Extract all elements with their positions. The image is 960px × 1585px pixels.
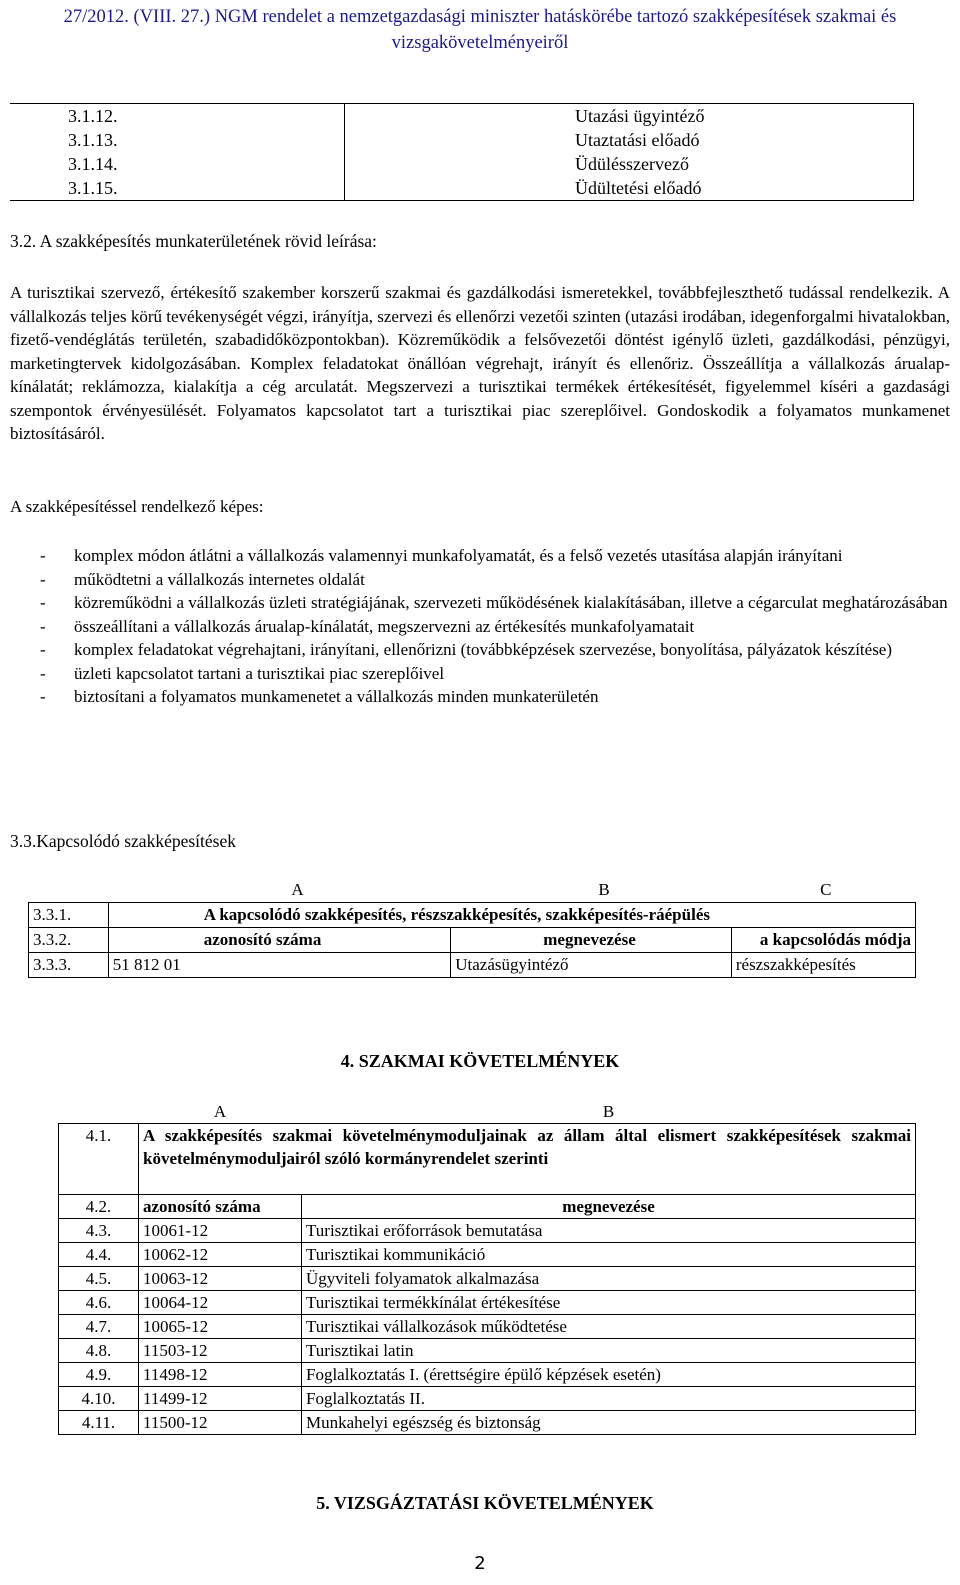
table-row <box>10 104 914 129</box>
table-row <box>29 953 916 978</box>
col-a-header: A <box>108 878 450 903</box>
section-3-2-heading: 3.2. A szakképesítés munkaterületének rövid leírása: <box>10 231 377 251</box>
row-name: Üdültetési előadó <box>345 176 914 201</box>
col-a-header: A <box>139 1100 302 1124</box>
table-row: 4.5. 10063-12 Ügyviteli folyamatok alkalmazása <box>59 1267 916 1291</box>
table-row <box>10 176 914 201</box>
cell-a: azonosító száma <box>108 928 450 953</box>
table-row: 4.11. 11500-12 Munkahelyi egészség és biztonság <box>59 1411 916 1435</box>
cell-c: a kapcsolódás módja <box>731 928 915 953</box>
cell-a: 51 812 01 <box>108 953 450 978</box>
list-item: - biztosítani a folyamatos munkamenetet a vállalkozás minden munkaterületén <box>40 687 599 706</box>
table-row: 4.9. 11498-12 Foglalkoztatás I. (érettségire épülő képzések esetén) <box>59 1363 916 1387</box>
table-row <box>59 1195 916 1219</box>
table-row <box>10 152 914 176</box>
capability-list <box>10 544 950 709</box>
section-4-title: 4. SZAKMAI KÖVETELMÉNYEK <box>340 1051 620 1071</box>
row-name: Utazási ügyintéző <box>345 104 914 129</box>
module-requirements-table <box>58 1100 916 1435</box>
related-qualifications-table <box>28 878 916 978</box>
cell-b: megnevezése <box>302 1195 916 1219</box>
table-row <box>29 903 916 928</box>
row-number: 4.2. <box>59 1195 139 1219</box>
table-row: 4.4. 10062-12 Turisztikai kommunikáció <box>59 1243 916 1267</box>
row-name: Üdülésszervező <box>345 152 914 176</box>
section-3-3-heading: 3.3.Kapcsolódó szakképesítések <box>10 831 236 851</box>
table-row: 4.7. 10065-12 Turisztikai vállalkozások működtetése <box>59 1315 916 1339</box>
table-row: 4.10. 11499-12 Foglalkoztatás II. <box>59 1387 916 1411</box>
col-c-header: C <box>731 878 915 903</box>
row-number: 3.1.12. <box>10 104 345 129</box>
col-b-header: B <box>451 878 732 903</box>
cell-c: részszakképesítés <box>731 953 915 978</box>
table-row <box>29 928 916 953</box>
list-item: - működtetni a vállalkozás internetes oldalát <box>40 569 365 589</box>
row-number: 3.3.2. <box>29 928 109 953</box>
qualification-list-table <box>10 103 914 201</box>
cell-b: Utazásügyintéző <box>451 953 732 978</box>
row-number: 3.1.13. <box>10 128 345 152</box>
header-line-1: 27/2012. (VIII. 27.) NGM rendelet a nemzetgazdasági miniszter hatáskörébe tartozó szakképesítések szakmai és <box>63 7 897 27</box>
list-item: - összeállítani a vállalkozás árualap-kínálatát, megszervezni az értékesítés munkafolyamatait <box>40 616 695 636</box>
row-text: A kapcsolódó szakképesítés, részszakképesítés, szakképesítés-ráépülés <box>108 903 915 928</box>
table-row: 4.8. 11503-12 Turisztikai latin <box>59 1339 916 1363</box>
capable-intro: A szakképesítéssel rendelkező képes: <box>10 497 264 516</box>
header-line-2: vizsgakövetelményeiről <box>391 33 569 53</box>
row-number: 3.3.3. <box>29 953 109 978</box>
page-number: 2 <box>474 1553 486 1574</box>
list-item: - komplex módon átlátni a vállalkozás valamennyi munkafolyamatát, és a felső vezetés utasítása alapján irányítani <box>40 546 843 565</box>
list-item: - közreműködni a vállalkozás üzleti stratégiájának, szervezeti működésének kialakításában, illetve a cégarculat meghatározásában <box>40 593 948 612</box>
row-text: A szakképesítés szakmai követelménymoduljainak az állam által elismert szakképesítések szakmai követelménymoduljairól szóló kormányrendelet szerinti <box>139 1124 916 1195</box>
table-header-row <box>59 1100 916 1124</box>
row-number: 3.1.14. <box>10 152 345 176</box>
document-header <box>0 4 960 56</box>
row-name: Utaztatási előadó <box>345 128 914 152</box>
section-5-title: 5. VIZSGÁZTATÁSI KÖVETELMÉNYEK <box>316 1493 654 1513</box>
table-row <box>10 128 914 152</box>
table-header-row <box>29 878 916 903</box>
table-row: 4.6. 10064-12 Turisztikai termékkínálat értékesítése <box>59 1291 916 1315</box>
cell-b: megnevezése <box>451 928 732 953</box>
list-item: - komplex feladatokat végrehajtani, irányítani, ellenőrizni (továbbképzések szervezése, bonyolítása, pályázatok készítése) <box>40 640 893 659</box>
table-row <box>59 1124 916 1195</box>
row-number: 4.1. <box>59 1124 139 1195</box>
list-item: - üzleti kapcsolatot tartani a turisztikai piac szereplőivel <box>40 663 445 683</box>
section-3-2-paragraph: A turisztikai szervező, értékesítő szakember korszerű szakmai és gazdálkodási ismeretekkel, továbbfejleszthető tudással rendelkezik. A vállalkozás teljes körű tevékenységét végzi, irányítja, szervezi és ellenőrzi vezetői szinten (utazási irodában, idegenforgalmi hivatalokban, fizető-vendéglátás területén, szabadidőközpontokban). Közreműködik a felsővezetői döntést igénylő üzleti, gazdálkodási, pénzügyi, marketingtervek kidolgozásában. Komplex feladatokat önállóan végrehajt, irányít és ellenőriz. Összeállítja a vállalkozás árualap-kínálatát; reklámozza, kialakítja a cég arculatát. Megszervezi a turisztikai termékek értékesítését, figyelemmel kíséri a gazdasági szempontok érvényesülését. Folyamatos kapcsolatot tart a turisztikai piac szereplőivel. Gondoskodik a folyamatos munkamenet biztosításáról. <box>10 283 950 443</box>
col-b-header: B <box>302 1100 916 1124</box>
row-number: 3.3.1. <box>29 903 109 928</box>
table-row: 4.3. 10061-12 Turisztikai erőforrások bemutatása <box>59 1219 916 1243</box>
row-number: 3.1.15. <box>10 176 345 201</box>
cell-a: azonosító száma <box>139 1195 302 1219</box>
